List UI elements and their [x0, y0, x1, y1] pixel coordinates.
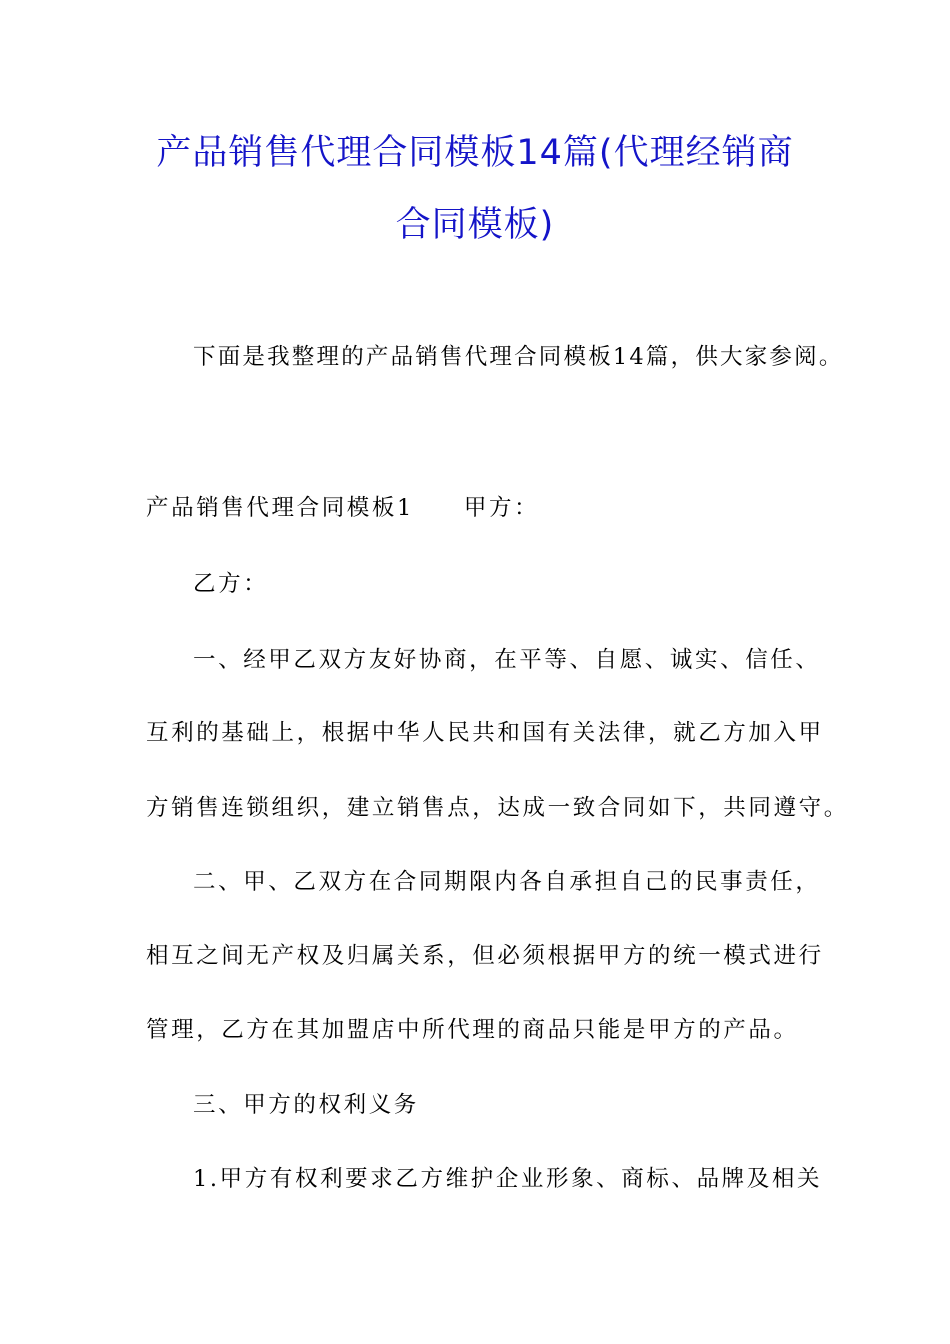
clause-2-line-2: 相互之间无产权及归属关系，但必须根据甲方的统一模式进行	[146, 943, 824, 969]
clause-3-heading: 三、甲方的权利义务	[193, 1092, 419, 1118]
clause-2-line-3: 管理，乙方在其加盟店中所代理的商品只能是甲方的产品。	[146, 1017, 799, 1043]
clause-1-line-2: 互利的基础上，根据中华人民共和国有关法律，就乙方加入甲	[146, 720, 824, 746]
intro-paragraph: 下面是我整理的产品销售代理合同模板14篇，供大家参阅。	[193, 344, 844, 370]
section-1-heading-line	[146, 497, 539, 520]
clause-1-line-1: 一、经甲乙双方友好协商，在平等、自愿、诚实、信任、	[193, 647, 821, 673]
party-a-label: 甲方：	[463, 495, 540, 521]
document-title-line-2: 合同模板)	[395, 205, 555, 245]
clause-3-item-1: 1.甲方有权利要求乙方维护企业形象、商标、品牌及相关	[193, 1166, 823, 1192]
clause-1-line-3: 方销售连锁组织，建立销售点，达成一致合同如下，共同遵守。	[146, 795, 849, 821]
party-b-label: 乙方：	[193, 571, 269, 597]
section-1-heading: 产品销售代理合同模板1	[146, 495, 414, 521]
document-title-line-1: 产品销售代理合同模板14篇(代理经销商	[156, 133, 794, 173]
clause-2-line-1: 二、甲、乙双方在合同期限内各自承担自己的民事责任，	[193, 869, 821, 895]
